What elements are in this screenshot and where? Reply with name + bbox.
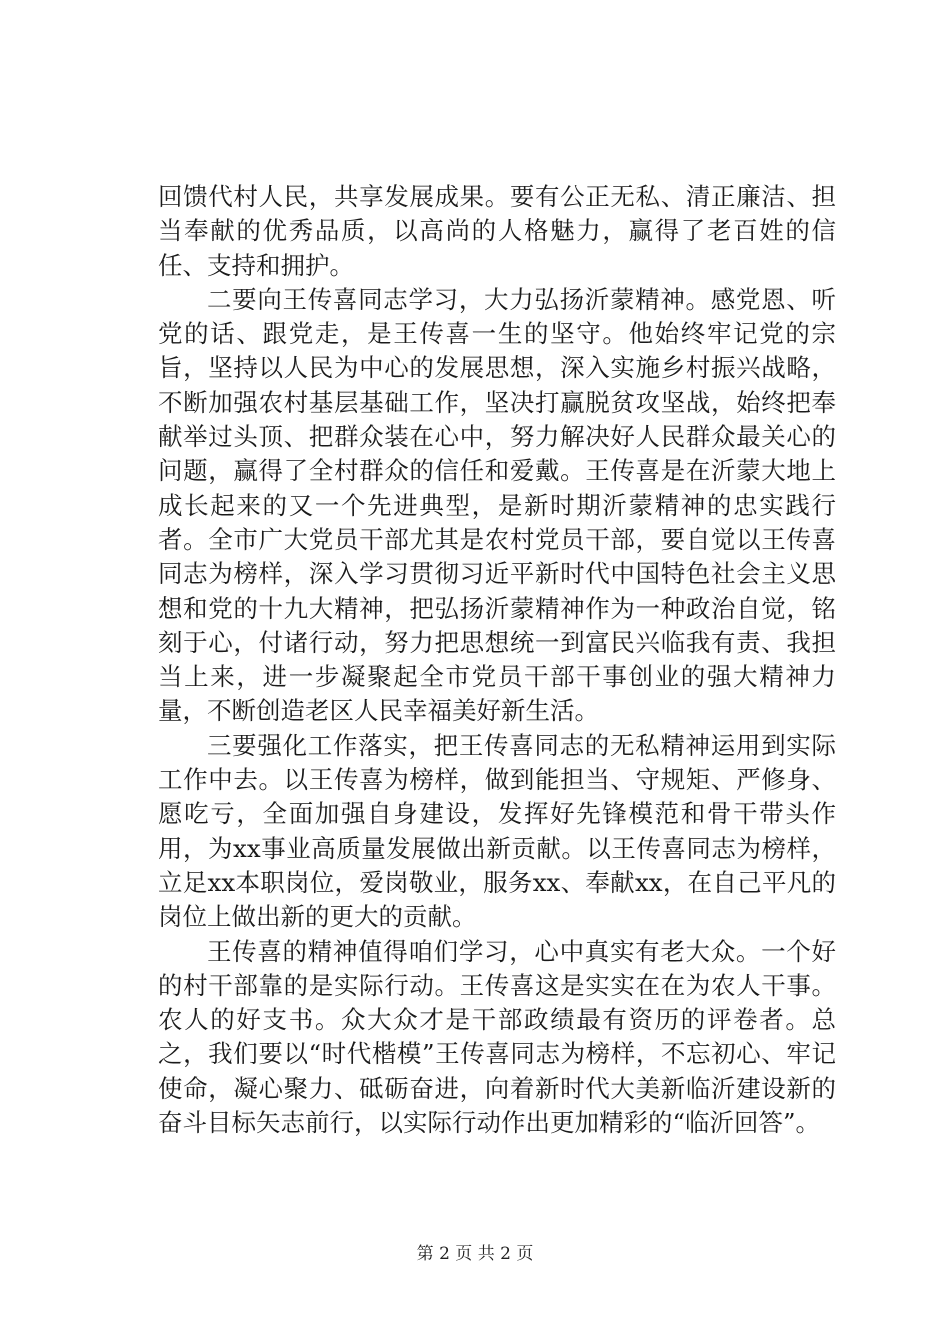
page-number-footer: 第 2 页 共 2 页	[416, 1244, 534, 1264]
document-body	[158, 180, 836, 1140]
paragraph-1: 回馈代村人民，共享发展成果。要有公正无私、清正廉洁、担当奉献的优秀品质，以高尚的人格魅力，赢得了老百姓的信任、支持和拥护。	[158, 182, 836, 280]
paragraph-4: 王传喜的精神值得咱们学习，心中真实有老大众。一个好的村干部靠的是实际行动。王传喜这是实实在在为农人干事。农人的好支书。众大众才是干部政绩最有资历的评卷者。总之，我们要以“时代楷模”王传喜同志为榜样，不忘初心、牢记使命，凝心聚力、砥砺奋进，向着新时代大美新临沂建设新的奋斗目标矢志前行，以实际行动作出更加精彩的“临沂回答”。	[158, 936, 836, 1138]
paragraph-3: 三要强化工作落实，把王传喜同志的无私精神运用到实际工作中去。以王传喜为榜样，做到能担当、守规矩、严修身、愿吃亏，全面加强自身建设，发挥好先锋模范和骨干带头作用，为xx事业高质量发展做出新贡献。以王传喜同志为榜样，立足xx本职岗位，爱岗敬业，服务xx、奉献xx，在自己平凡的岗位上做出新的更大的贡献。	[158, 730, 836, 932]
paragraph-2: 二要向王传喜同志学习，大力弘扬沂蒙精神。感党恩、听党的话、跟党走，是王传喜一生的坚守。他始终牢记党的宗旨，坚持以人民为中心的发展思想，深入实施乡村振兴战略，不断加强农村基层基础工作，坚决打赢脱贫攻坚战，始终把奉献举过头顶、把群众装在心中，努力解决好人民群众最关心的问题，赢得了全村群众的信任和爱戴。王传喜是在沂蒙大地上成长起来的又一个先进典型，是新时期沂蒙精神的忠实践行者。全市广大党员干部尤其是农村党员干部，要自觉以王传喜同志为榜样，深入学习贯彻习近平新时代中国特色社会主义思想和党的十九大精神，把弘扬沂蒙精神作为一种政治自觉，铭刻于心，付诸行动，努力把思想统一到富民兴临我有责、我担当上来，进一步凝聚起全市党员干部干事创业的强大精神力量，不断创造老区人民幸福美好新生活。	[158, 284, 836, 726]
